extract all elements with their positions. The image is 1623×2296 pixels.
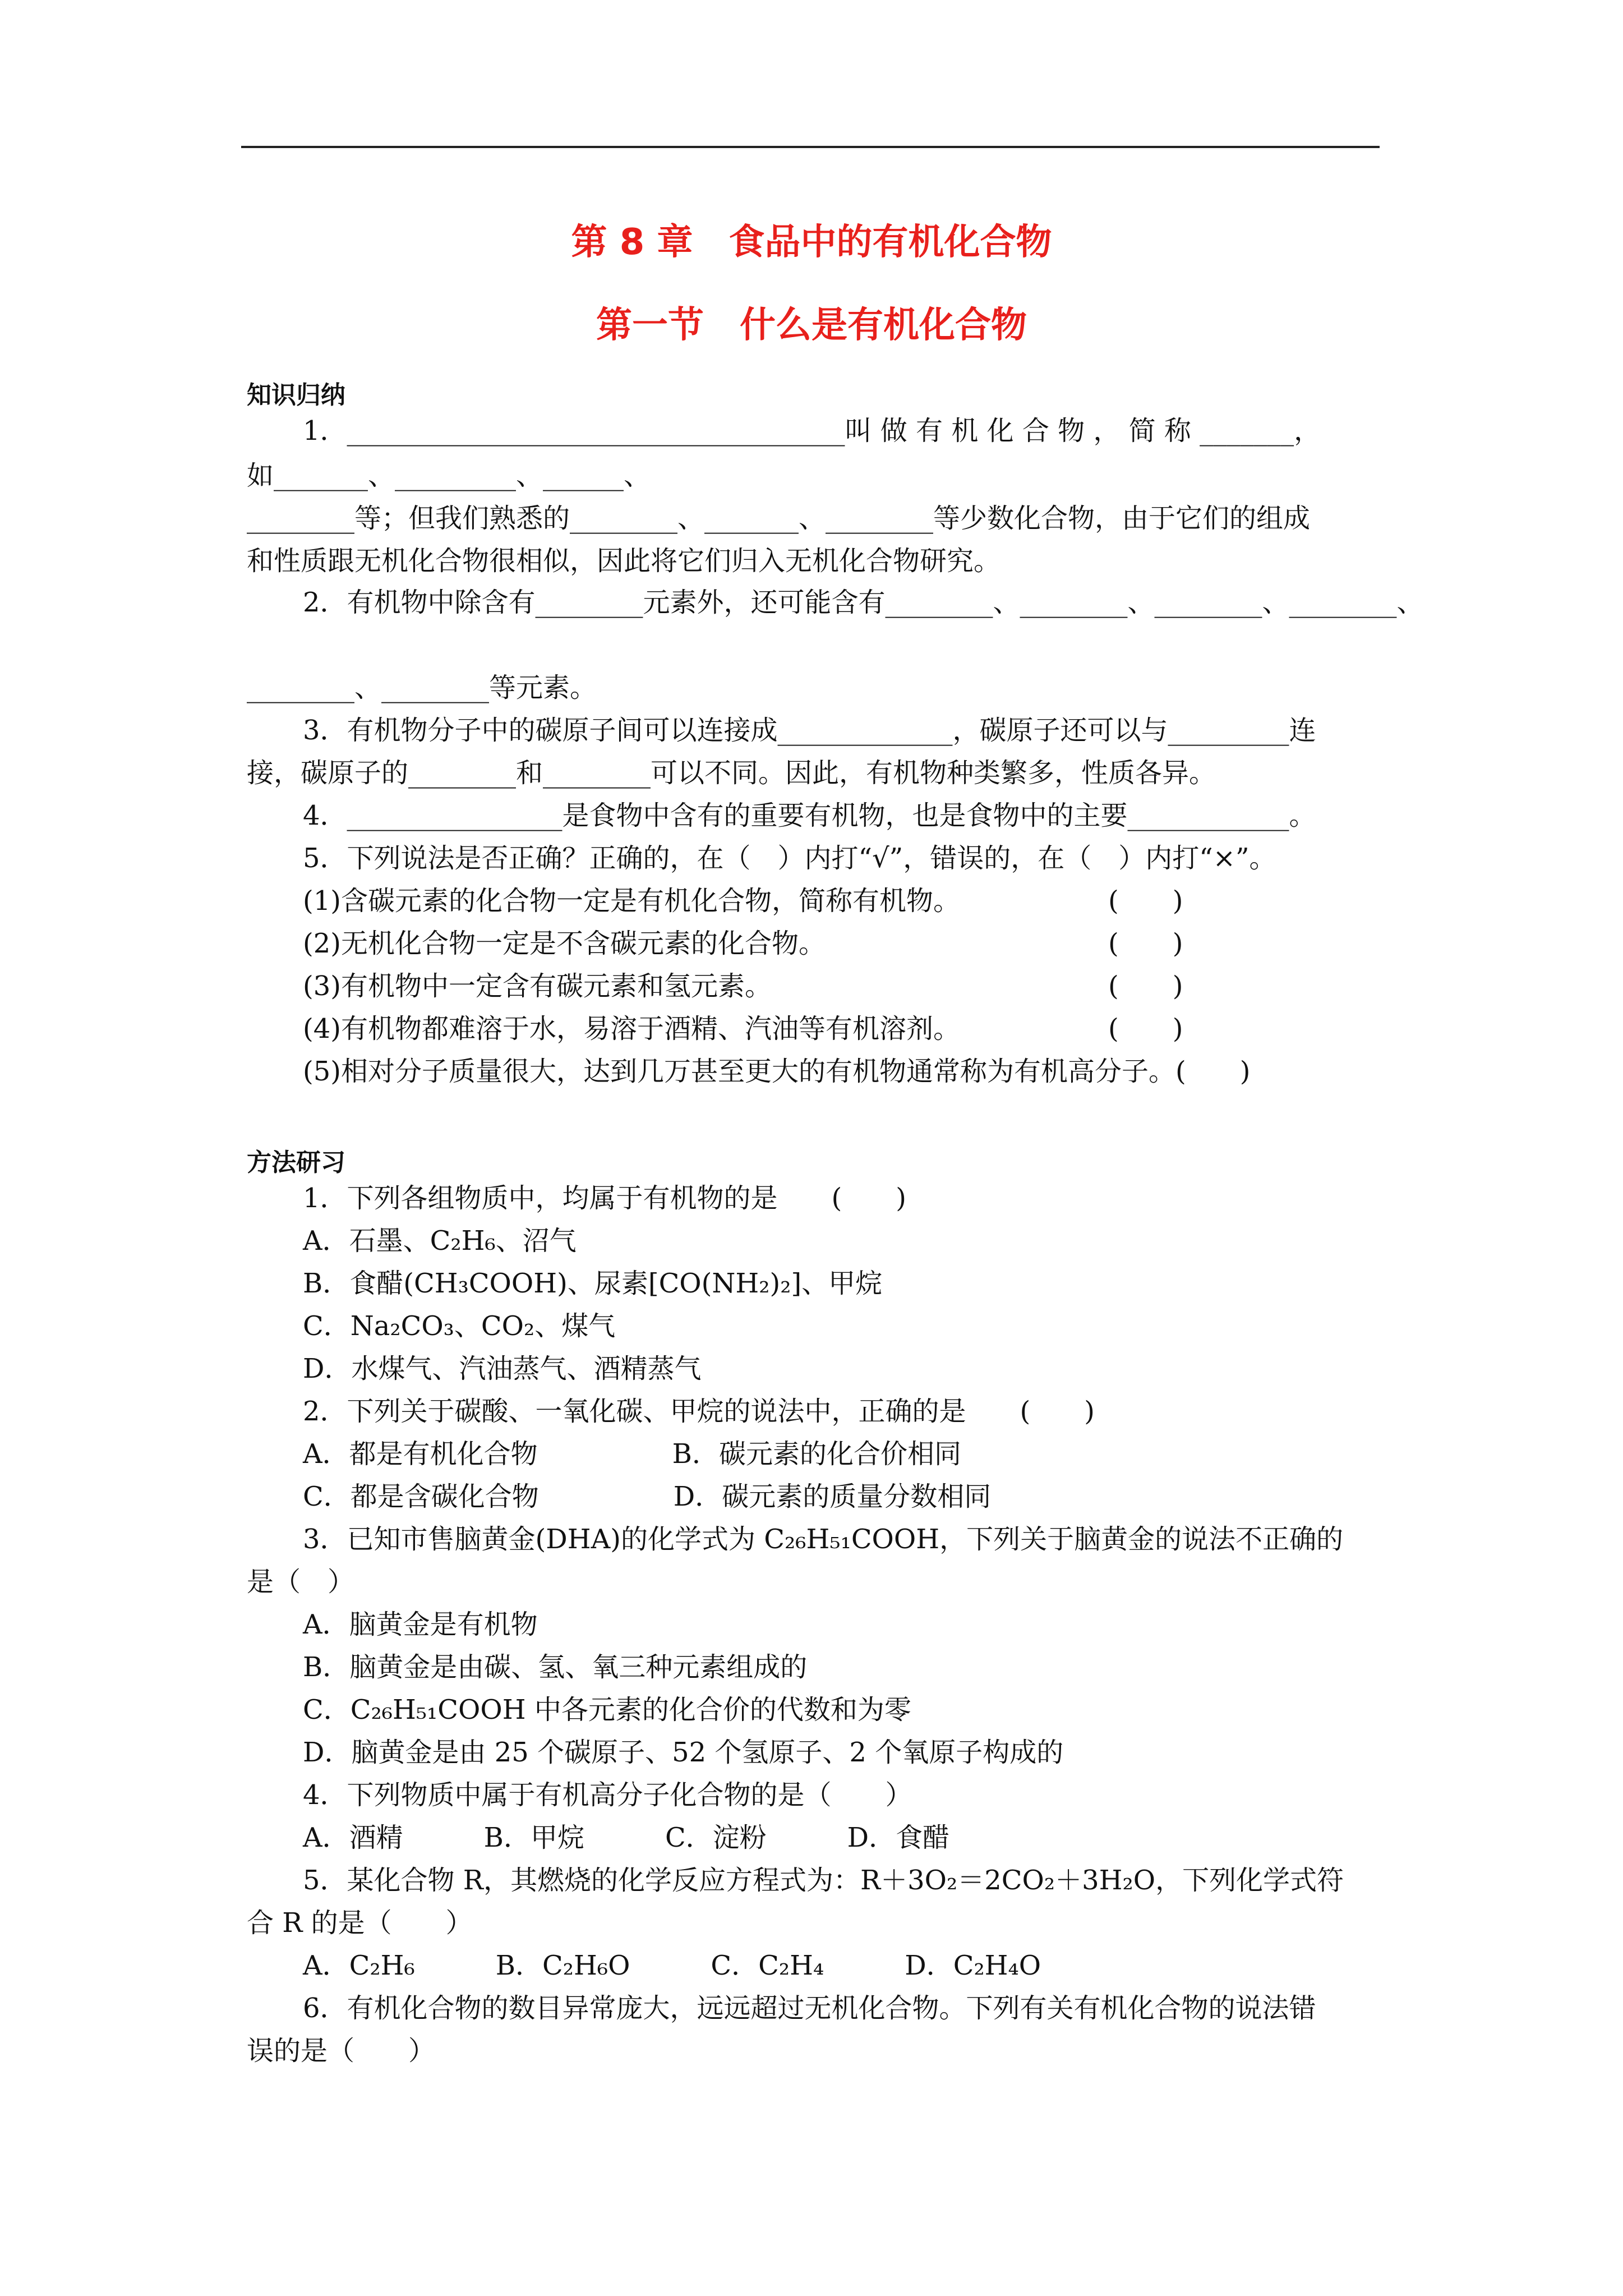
- methods-line: 误的是（ ）: [247, 2035, 436, 2067]
- methods-line: A．都是有机化合物 B．碳元素的化合价相同: [303, 1438, 961, 1470]
- methods-line: 3．已知市售脑黄金(DHA)的化学式为 C₂₆H₅₁COOH，下列关于脑黄金的说法不正确的: [303, 1524, 1344, 1555]
- knowledge-line: 4．________________是食物中含有的重要有机物，也是食物中的主要____________。: [303, 800, 1316, 831]
- knowledge-line: 如_______、_________、______、: [247, 460, 651, 491]
- methods-line: 1．下列各组物质中，均属于有机物的是 ( ): [303, 1182, 906, 1214]
- methods-line: C．C₂₆H₅₁COOH 中各元素的化合价的代数和为零: [303, 1694, 911, 1726]
- knowledge-line: (2)无机化合物一定是不含碳元素的化合物。 ( ): [303, 928, 1183, 959]
- knowledge-line: (1)含碳元素的化合物一定是有机化合物，简称有机物。 ( ): [303, 885, 1183, 917]
- knowledge-line: ________等；但我们熟悉的________、_______、________等少数化合物，由于它们的组成: [247, 503, 1311, 534]
- methods-line: 5．某化合物 R，其燃烧的化学反应方程式为：R＋3O₂＝2CO₂＋3H₂O，下列化学式符: [303, 1865, 1344, 1896]
- methods-line: C．都是含碳化合物 D．碳元素的质量分数相同: [303, 1481, 992, 1512]
- methods-line: C．Na₂CO₃、CO₂、煤气: [303, 1310, 616, 1342]
- methods-line: 是（ ）: [247, 1566, 355, 1598]
- methods-line: 2．下列关于碳酸、一氧化碳、甲烷的说法中，正确的是 ( ): [303, 1396, 1095, 1427]
- section-title: 第一节 什么是有机化合物: [596, 305, 1027, 346]
- header-rule: [241, 146, 1380, 148]
- methods-line: D．脑黄金是由 25 个碳原子、52 个氢原子、2 个氧原子构成的: [303, 1737, 1064, 1768]
- knowledge-line: ________、________等元素。: [247, 672, 597, 703]
- methods-heading: 方法研习: [247, 1148, 345, 1177]
- knowledge-line: (5)相对分子质量很大，达到几万甚至更大的有机物通常称为有机高分子。( ): [303, 1056, 1251, 1087]
- methods-line: B．食醋(CH₃COOH)、尿素[CO(NH₂)₂]、甲烷: [303, 1268, 883, 1299]
- chapter-title: 第 8 章 食品中的有机化合物: [571, 222, 1052, 263]
- methods-line: 合 R 的是（ ）: [247, 1907, 473, 1939]
- methods-line: A．酒精 B．甲烷 C．淀粉 D．食醋: [303, 1822, 950, 1853]
- knowledge-line: (3)有机物中一定含有碳元素和氢元素。 ( ): [303, 970, 1183, 1002]
- methods-line: A．C₂H₆ B．C₂H₆O C．C₂H₄ D．C₂H₄O: [303, 1950, 1041, 1981]
- methods-line: 6．有机化合物的数目异常庞大，远远超过无机化合物。下列有关有机化合物的说法错: [303, 1993, 1316, 2024]
- methods-line: A．石墨、C₂H₆、沼气: [303, 1225, 577, 1257]
- knowledge-line: 接，碳原子的________和________可以不同。因此，有机物种类繁多，性质各异。: [247, 757, 1216, 789]
- knowledge-line: 3．有机物分子中的碳原子间可以连接成_____________，碳原子还可以与_________连: [303, 715, 1316, 746]
- methods-line: D．水煤气、汽油蒸气、酒精蒸气: [303, 1353, 702, 1384]
- knowledge-line: 2．有机物中除含有________元素外，还可能含有________、________、________、________、: [303, 587, 1424, 618]
- knowledge-heading: 知识归纳: [247, 381, 345, 409]
- methods-line: A．脑黄金是有机物: [303, 1609, 538, 1640]
- knowledge-line: 5．下列说法是否正确？正确的，在（ ）内打“√”，错误的，在（ ）内打“×”。: [303, 843, 1276, 874]
- knowledge-line: 和性质跟无机化合物很相似，因此将它们归入无机化合物研究。: [247, 545, 1001, 577]
- knowledge-line: 1．_____________________________________叫 做 有 机 化 合 物 ， 简 称 _______，: [303, 415, 1321, 447]
- methods-line: 4．下列物质中属于有机高分子化合物的是（ ）: [303, 1779, 912, 1811]
- knowledge-line: (4)有机物都难溶于水，易溶于酒精、汽油等有机溶剂。 ( ): [303, 1013, 1183, 1045]
- methods-line: B．脑黄金是由碳、氢、氧三种元素组成的: [303, 1651, 808, 1683]
